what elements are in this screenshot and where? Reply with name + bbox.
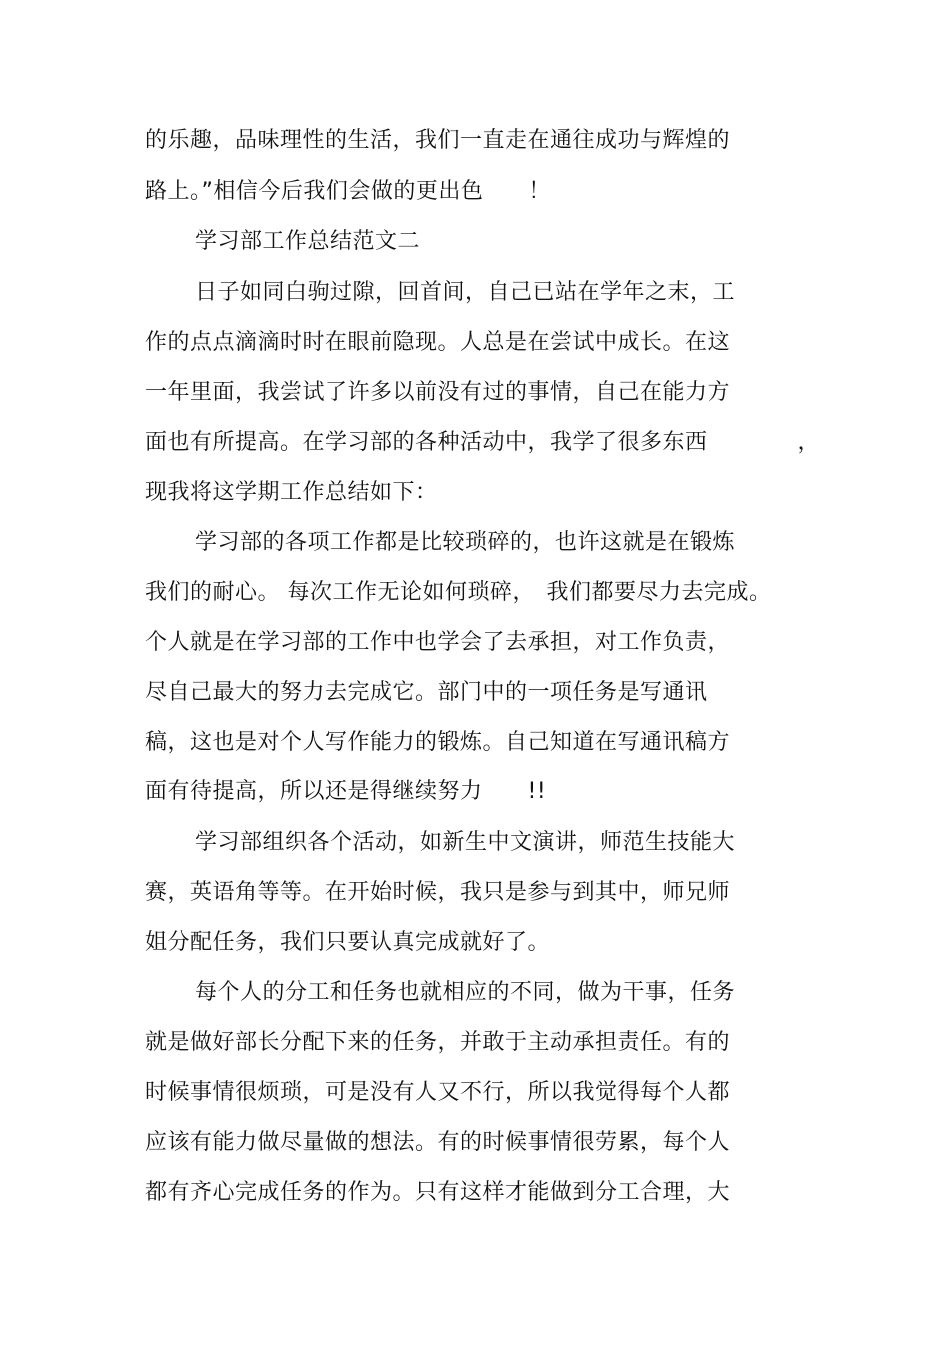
text-line: 应该有能力做尽量做的想法。有的时候事情很劳累，每个人 (145, 1130, 731, 1155)
text-line: 每个人的分工和任务也就相应的不同，做为干事，任务 (195, 980, 736, 1005)
text-line: 作的点点滴滴时时在眼前隐现。人总是在尝试中成长。在这 (145, 330, 731, 355)
text-line: 时候事情很烦琐，可是没有人又不行，所以我觉得每个人都 (145, 1080, 731, 1105)
text-line: 的乐趣，品味理性的生活，我们一直走在通往成功与辉煌的 (145, 128, 731, 153)
section-heading: 学习部工作总结范文二 (195, 229, 421, 254)
text-line: 学习部组织各个活动，如新生中文演讲，师范生技能大 (195, 830, 736, 855)
text-line: 学习部的各项工作都是比较琐碎的，也许这就是在锻炼 (195, 530, 736, 555)
text-line: 都有齐心完成任务的作为。只有这样才能做到分工合理，大 (145, 1180, 731, 1205)
text-line: 个人就是在学习部的工作中也学会了去承担，对工作负责， (145, 630, 731, 655)
text-line: 我们的耐心。 每次工作无论如何琐碎， 我们都要尽力去完成。 (145, 580, 772, 605)
text-line: 姐分配任务，我们只要认真完成就好了。 (145, 930, 551, 955)
text-line: 稿，这也是对个人写作能力的锻炼。自己知道在写通讯稿方 (145, 730, 731, 755)
text-line: 路上。”相信今后我们会做的更出色 ！ (145, 179, 551, 204)
text-line: 尽自己最大的努力去完成它。部门中的一项任务是写通讯 (145, 680, 708, 705)
text-line: 赛，英语角等等。在开始时候，我只是参与到其中，师兄师 (145, 880, 731, 905)
text-line: 日子如同白驹过隙，回首间，自己已站在学年之末，工 (195, 280, 736, 305)
text-line: 面有待提高，所以还是得继续努力 !! (145, 779, 547, 804)
text-line: 就是做好部长分配下来的任务，并敢于主动承担责任。有的 (145, 1030, 731, 1055)
text-line: 面也有所提高。在学习部的各种活动中，我学了很多东西 ， (145, 430, 821, 455)
text-line: 一年里面，我尝试了许多以前没有过的事情，自己在能力方 (145, 380, 731, 405)
text-line: 现我将这学期工作总结如下： (145, 480, 438, 505)
